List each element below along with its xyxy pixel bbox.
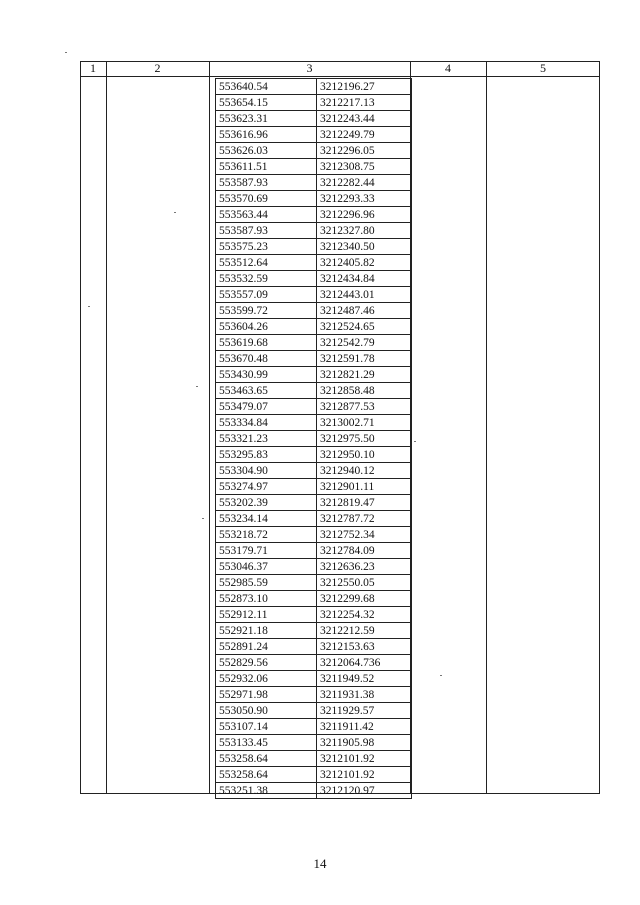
y-coordinate-cell: 3212901.11 bbox=[317, 479, 412, 495]
y-coordinate-cell: 3212296.96 bbox=[317, 207, 412, 223]
table-row bbox=[216, 287, 412, 303]
table-row bbox=[216, 367, 412, 383]
scan-speck bbox=[196, 386, 198, 387]
y-coordinate-cell: 3212212.59 bbox=[317, 623, 412, 639]
x-coordinate-cell: 553179.71 bbox=[216, 543, 317, 559]
x-coordinate-cell: 553463.65 bbox=[216, 383, 317, 399]
x-coordinate-cell: 552921.18 bbox=[216, 623, 317, 639]
table-row bbox=[216, 751, 412, 767]
y-coordinate-cell: 3212101.92 bbox=[317, 751, 412, 767]
y-coordinate-cell: 3212254.32 bbox=[317, 607, 412, 623]
table-row bbox=[216, 511, 412, 527]
y-coordinate-cell: 3212243.44 bbox=[317, 111, 412, 127]
x-coordinate-cell: 553611.51 bbox=[216, 159, 317, 175]
y-coordinate-cell: 3212434.84 bbox=[317, 271, 412, 287]
x-coordinate-cell: 553557.09 bbox=[216, 287, 317, 303]
x-coordinate-cell: 553334.84 bbox=[216, 415, 317, 431]
y-coordinate-cell: 3211929.57 bbox=[317, 703, 412, 719]
column-header-5: 5 bbox=[540, 61, 546, 75]
y-coordinate-cell: 3211931.38 bbox=[317, 687, 412, 703]
column-header-3: 3 bbox=[306, 61, 313, 75]
x-coordinate-cell: 553218.72 bbox=[216, 527, 317, 543]
x-coordinate-cell: 552971.98 bbox=[216, 687, 317, 703]
scan-speck bbox=[174, 212, 176, 213]
x-coordinate-cell: 553619.68 bbox=[216, 335, 317, 351]
table-row bbox=[216, 95, 412, 111]
y-coordinate-cell: 3212821.29 bbox=[317, 367, 412, 383]
y-coordinate-cell: 3211949.52 bbox=[317, 671, 412, 687]
table-row bbox=[216, 479, 412, 495]
x-coordinate-cell: 552891.24 bbox=[216, 639, 317, 655]
x-coordinate-cell: 553654.15 bbox=[216, 95, 317, 111]
table-row bbox=[216, 303, 412, 319]
page-number: 14 bbox=[313, 856, 327, 871]
table-row bbox=[216, 223, 412, 239]
x-coordinate-cell: 553640.54 bbox=[216, 79, 317, 95]
x-coordinate-cell: 553274.97 bbox=[216, 479, 317, 495]
y-coordinate-cell: 3211911.42 bbox=[317, 719, 412, 735]
table-row bbox=[216, 591, 412, 607]
table-row bbox=[216, 703, 412, 719]
y-coordinate-cell: 3212752.34 bbox=[317, 527, 412, 543]
table-row bbox=[216, 79, 412, 95]
y-coordinate-cell: 3212405.82 bbox=[317, 255, 412, 271]
table-row bbox=[216, 111, 412, 127]
column-divider-1 bbox=[106, 61, 107, 794]
table-row bbox=[216, 687, 412, 703]
y-coordinate-cell: 3212542.79 bbox=[317, 335, 412, 351]
x-coordinate-cell: 553626.03 bbox=[216, 143, 317, 159]
table-row bbox=[216, 559, 412, 575]
y-coordinate-cell: 3212120.97 bbox=[317, 783, 412, 799]
x-coordinate-cell: 553321.23 bbox=[216, 431, 317, 447]
table-row bbox=[216, 351, 412, 367]
table-row bbox=[216, 143, 412, 159]
column-header-4: 4 bbox=[445, 61, 451, 75]
x-coordinate-cell: 553587.93 bbox=[216, 175, 317, 191]
table-row bbox=[216, 127, 412, 143]
x-coordinate-cell: 553046.37 bbox=[216, 559, 317, 575]
table-row bbox=[216, 271, 412, 287]
x-coordinate-cell: 553133.45 bbox=[216, 735, 317, 751]
x-coordinate-cell: 553304.90 bbox=[216, 463, 317, 479]
table-row bbox=[216, 239, 412, 255]
table-row bbox=[216, 655, 412, 671]
x-coordinate-cell: 553616.96 bbox=[216, 127, 317, 143]
x-coordinate-cell: 552985.59 bbox=[216, 575, 317, 591]
y-coordinate-cell: 3212787.72 bbox=[317, 511, 412, 527]
y-coordinate-cell: 3212975.50 bbox=[317, 431, 412, 447]
y-coordinate-cell: 3212487.46 bbox=[317, 303, 412, 319]
x-coordinate-cell: 553532.59 bbox=[216, 271, 317, 287]
x-coordinate-cell: 552829.56 bbox=[216, 655, 317, 671]
y-coordinate-cell: 3212282.44 bbox=[317, 175, 412, 191]
table-row bbox=[216, 735, 412, 751]
x-coordinate-cell: 553430.99 bbox=[216, 367, 317, 383]
table-row bbox=[216, 175, 412, 191]
x-coordinate-cell: 552873.10 bbox=[216, 591, 317, 607]
table-row bbox=[216, 527, 412, 543]
x-coordinate-cell: 553479.07 bbox=[216, 399, 317, 415]
scan-speck bbox=[440, 675, 442, 676]
x-coordinate-cell: 553107.14 bbox=[216, 719, 317, 735]
y-coordinate-cell: 3212299.68 bbox=[317, 591, 412, 607]
y-coordinate-cell: 3213002.71 bbox=[317, 415, 412, 431]
y-coordinate-cell: 3212196.27 bbox=[317, 79, 412, 95]
x-coordinate-cell: 553599.72 bbox=[216, 303, 317, 319]
x-coordinate-cell: 553202.39 bbox=[216, 495, 317, 511]
y-coordinate-cell: 3212327.80 bbox=[317, 223, 412, 239]
y-coordinate-cell: 3211905.98 bbox=[317, 735, 412, 751]
x-coordinate-cell: 553258.64 bbox=[216, 767, 317, 783]
y-coordinate-cell: 3212524.65 bbox=[317, 319, 412, 335]
table-row bbox=[216, 495, 412, 511]
table-row bbox=[216, 431, 412, 447]
scan-speck bbox=[202, 518, 204, 519]
table-row bbox=[216, 463, 412, 479]
table-row bbox=[216, 319, 412, 335]
column-divider-4 bbox=[486, 61, 487, 794]
y-coordinate-cell: 3212877.53 bbox=[317, 399, 412, 415]
y-coordinate-cell: 3212101.92 bbox=[317, 767, 412, 783]
table-row bbox=[216, 607, 412, 623]
scan-speck bbox=[414, 441, 416, 442]
x-coordinate-cell: 553258.64 bbox=[216, 751, 317, 767]
y-coordinate-cell: 3212940.12 bbox=[317, 463, 412, 479]
y-coordinate-cell: 3212443.01 bbox=[317, 287, 412, 303]
table-row bbox=[216, 159, 412, 175]
table-row bbox=[216, 623, 412, 639]
table-row bbox=[216, 415, 412, 431]
y-coordinate-cell: 3212308.75 bbox=[317, 159, 412, 175]
table-row bbox=[216, 207, 412, 223]
scan-speck bbox=[88, 306, 90, 307]
y-coordinate-cell: 3212550.05 bbox=[317, 575, 412, 591]
column-header-1: 1 bbox=[90, 61, 96, 75]
x-coordinate-cell: 553587.93 bbox=[216, 223, 317, 239]
y-coordinate-cell: 3212858.48 bbox=[317, 383, 412, 399]
column-header-2: 2 bbox=[154, 61, 161, 75]
x-coordinate-cell: 553251.38 bbox=[216, 783, 317, 799]
x-coordinate-cell: 553234.14 bbox=[216, 511, 317, 527]
coordinates-table bbox=[215, 78, 412, 799]
table-row bbox=[216, 383, 412, 399]
table-row bbox=[216, 639, 412, 655]
x-coordinate-cell: 553512.64 bbox=[216, 255, 317, 271]
table-row bbox=[216, 191, 412, 207]
x-coordinate-cell: 553563.44 bbox=[216, 207, 317, 223]
x-coordinate-cell: 553670.48 bbox=[216, 351, 317, 367]
y-coordinate-cell: 3212217.13 bbox=[317, 95, 412, 111]
x-coordinate-cell: 553295.83 bbox=[216, 447, 317, 463]
table-row bbox=[216, 767, 412, 783]
x-coordinate-cell: 553570.69 bbox=[216, 191, 317, 207]
x-coordinate-cell: 553575.23 bbox=[216, 239, 317, 255]
table-row bbox=[216, 447, 412, 463]
y-coordinate-cell: 3212591.78 bbox=[317, 351, 412, 367]
y-coordinate-cell: 3212249.79 bbox=[317, 127, 412, 143]
table-row bbox=[216, 719, 412, 735]
x-coordinate-cell: 553623.31 bbox=[216, 111, 317, 127]
table-row bbox=[216, 255, 412, 271]
table-row bbox=[216, 543, 412, 559]
x-coordinate-cell: 552912.11 bbox=[216, 607, 317, 623]
table-row bbox=[216, 335, 412, 351]
y-coordinate-cell: 3212153.63 bbox=[317, 639, 412, 655]
y-coordinate-cell: 3212064.736 bbox=[317, 655, 412, 671]
y-coordinate-cell: 3212950.10 bbox=[317, 447, 412, 463]
table-row bbox=[216, 575, 412, 591]
scan-speck bbox=[65, 52, 67, 53]
y-coordinate-cell: 3212636.23 bbox=[317, 559, 412, 575]
y-coordinate-cell: 3212296.05 bbox=[317, 143, 412, 159]
x-coordinate-cell: 553050.90 bbox=[216, 703, 317, 719]
y-coordinate-cell: 3212819.47 bbox=[317, 495, 412, 511]
x-coordinate-cell: 552932.06 bbox=[216, 671, 317, 687]
table-row bbox=[216, 399, 412, 415]
header-divider bbox=[80, 76, 600, 77]
x-coordinate-cell: 553604.26 bbox=[216, 319, 317, 335]
column-divider-2 bbox=[209, 61, 210, 794]
y-coordinate-cell: 3212784.09 bbox=[317, 543, 412, 559]
table-row bbox=[216, 783, 412, 799]
y-coordinate-cell: 3212340.50 bbox=[317, 239, 412, 255]
y-coordinate-cell: 3212293.33 bbox=[317, 191, 412, 207]
table-row bbox=[216, 671, 412, 687]
